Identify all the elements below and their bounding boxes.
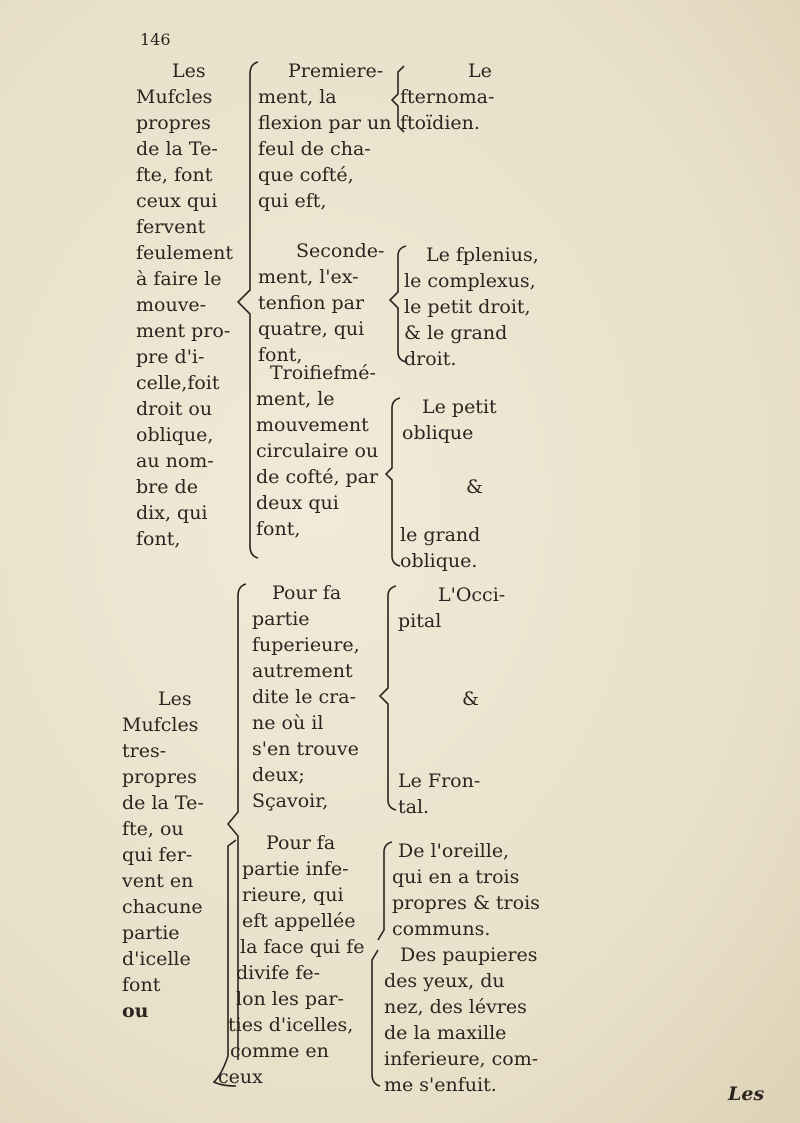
first-movement-text — [258, 58, 392, 214]
heading-line: mouve- — [136, 294, 207, 316]
muscle-line: Des paupieres — [400, 944, 538, 966]
heading-line: propres — [136, 112, 211, 134]
text-line: de cofté, par — [256, 466, 379, 488]
muscle-line: qui en a trois — [392, 866, 520, 888]
heading-line: droit ou — [136, 398, 213, 420]
text-line: qui eft, — [258, 190, 327, 212]
block1-heading — [136, 58, 233, 552]
brace-lower-b — [372, 950, 380, 1086]
muscle-line: le petit droit, — [404, 296, 531, 318]
page-number: 146 — [140, 30, 171, 49]
text-line: Premiere- — [288, 60, 384, 82]
first-movement-muscles — [400, 58, 494, 136]
heading-line: ment pro- — [136, 320, 231, 342]
muscle-line: De l'oreille, — [398, 840, 510, 862]
muscle-line: fternoma- — [400, 86, 495, 108]
heading-line: feulement — [136, 242, 233, 264]
heading-line: fervent — [136, 216, 206, 238]
heading-line: chacune — [122, 896, 203, 918]
third-movement-text — [256, 360, 378, 542]
heading-line: oblique, — [136, 424, 214, 446]
muscle-line: propres & trois — [392, 892, 540, 914]
second-movement-text — [258, 238, 384, 368]
third-movement-muscles-bottom — [400, 522, 480, 574]
heading-line: fte, ou — [122, 818, 184, 840]
muscle-line: oblique. — [400, 550, 478, 572]
heading-line: à faire le — [136, 268, 222, 290]
text-line: la face qui fe — [240, 936, 365, 958]
block2-heading — [122, 686, 204, 1024]
muscle-line: inferieure, com- — [384, 1048, 539, 1070]
heading-line: ou — [122, 1000, 149, 1022]
text-line: flexion par un — [258, 112, 392, 134]
brace-upper — [380, 586, 396, 810]
muscle-line: ftoïdien. — [400, 112, 480, 134]
text-line: ne où il — [252, 712, 324, 734]
upper-part-text — [252, 580, 360, 814]
heading-line: fte, font — [136, 164, 213, 186]
muscle-line: Le fplenius, — [426, 244, 539, 266]
second-movement-muscles — [404, 242, 539, 372]
heading-line: de la Te- — [122, 792, 204, 814]
heading-line: propres — [122, 766, 197, 788]
text-line: lon les par- — [236, 988, 344, 1010]
muscle-line: tal. — [398, 796, 430, 818]
muscle-line: Le — [468, 60, 492, 82]
heading-line: pre d'i- — [136, 346, 205, 368]
heading-line: Les — [172, 60, 206, 82]
third-movement-muscles-top — [402, 394, 497, 446]
heading-line: qui fer- — [122, 844, 193, 866]
catchword: Les — [728, 1083, 765, 1105]
text-line: Pour fa — [266, 832, 336, 854]
text-line: Sçavoir, — [252, 790, 329, 812]
text-line: fuperieure, — [252, 634, 360, 656]
text-line: deux qui — [256, 492, 339, 514]
muscle-line: de la maxille — [384, 1022, 507, 1044]
muscle-line: pital — [398, 610, 442, 632]
muscle-line: me s'enfuit. — [384, 1074, 497, 1096]
upper-part-muscles-bottom — [398, 768, 480, 820]
muscle-line: le grand — [400, 524, 481, 546]
muscle-line: Le petit — [422, 396, 497, 418]
text-line: comme en — [230, 1040, 329, 1062]
text-line: s'en trouve — [252, 738, 359, 760]
heading-line: d'icelle — [122, 948, 191, 970]
muscle-line: nez, des lévres — [384, 996, 527, 1018]
text-line: feul de cha- — [258, 138, 371, 160]
lower-part-muscles-a — [392, 838, 540, 942]
heading-line: au nom- — [136, 450, 214, 472]
text-line: mouvement — [256, 414, 369, 436]
upper-part-amp: & — [462, 688, 479, 710]
brace-third — [386, 398, 400, 566]
heading-line: dix, qui — [136, 502, 208, 524]
text-line: rieure, qui — [242, 884, 344, 906]
text-line: ties d'icelles, — [228, 1014, 354, 1036]
text-line: divife fe- — [236, 962, 321, 984]
third-movement-amp: & — [466, 476, 483, 498]
text-line: ment, la — [258, 86, 337, 108]
text-line: Troifiefmé- — [270, 362, 376, 384]
muscle-line: le complexus, — [404, 270, 536, 292]
heading-line: celle,foit — [136, 372, 220, 394]
heading-line: font, — [136, 528, 181, 550]
text-line: partie infe- — [242, 858, 349, 880]
text-line: eft appellée — [242, 910, 356, 932]
heading-line: partie — [122, 922, 180, 944]
heading-line: Mufcles — [136, 86, 213, 108]
upper-part-muscles-top — [398, 582, 505, 634]
heading-line: bre de — [136, 476, 198, 498]
lower-part-text — [218, 830, 365, 1090]
text-line: partie — [252, 608, 310, 630]
text-line: Pour fa — [272, 582, 342, 604]
heading-line: Mufcles — [122, 714, 199, 736]
text-line: quatre, qui — [258, 318, 365, 340]
text-line: deux; — [252, 764, 305, 786]
text-line: ment, le — [256, 388, 335, 410]
text-line: circulaire ou — [256, 440, 379, 462]
text-line: font, — [256, 518, 301, 540]
muscle-line: Le Fron- — [398, 770, 481, 792]
muscle-line: communs. — [392, 918, 491, 940]
brace-lower-a — [378, 842, 392, 940]
muscle-line: L'Occi- — [438, 584, 506, 606]
text-line: ment, l'ex- — [258, 266, 359, 288]
muscle-line: & le grand — [404, 322, 508, 344]
muscle-line: droit. — [404, 348, 457, 370]
heading-line: de la Te- — [136, 138, 218, 160]
text-line: ceux — [218, 1066, 263, 1088]
text-line: autrement — [252, 660, 353, 682]
heading-line: ceux qui — [136, 190, 218, 212]
text-line: que cofté, — [258, 164, 354, 186]
heading-line: tres- — [122, 740, 167, 762]
lower-part-muscles-b — [384, 942, 538, 1098]
muscle-line: des yeux, du — [384, 970, 505, 992]
brace-main-1 — [238, 62, 258, 558]
text-line: dite le cra- — [252, 686, 356, 708]
muscle-line: oblique — [402, 422, 474, 444]
text-line: font, — [258, 344, 303, 366]
heading-line: font — [122, 974, 161, 996]
heading-line: Les — [158, 688, 192, 710]
text-line: Seconde- — [296, 240, 385, 262]
heading-line: vent en — [122, 870, 194, 892]
text-line: tenfion par — [258, 292, 365, 314]
